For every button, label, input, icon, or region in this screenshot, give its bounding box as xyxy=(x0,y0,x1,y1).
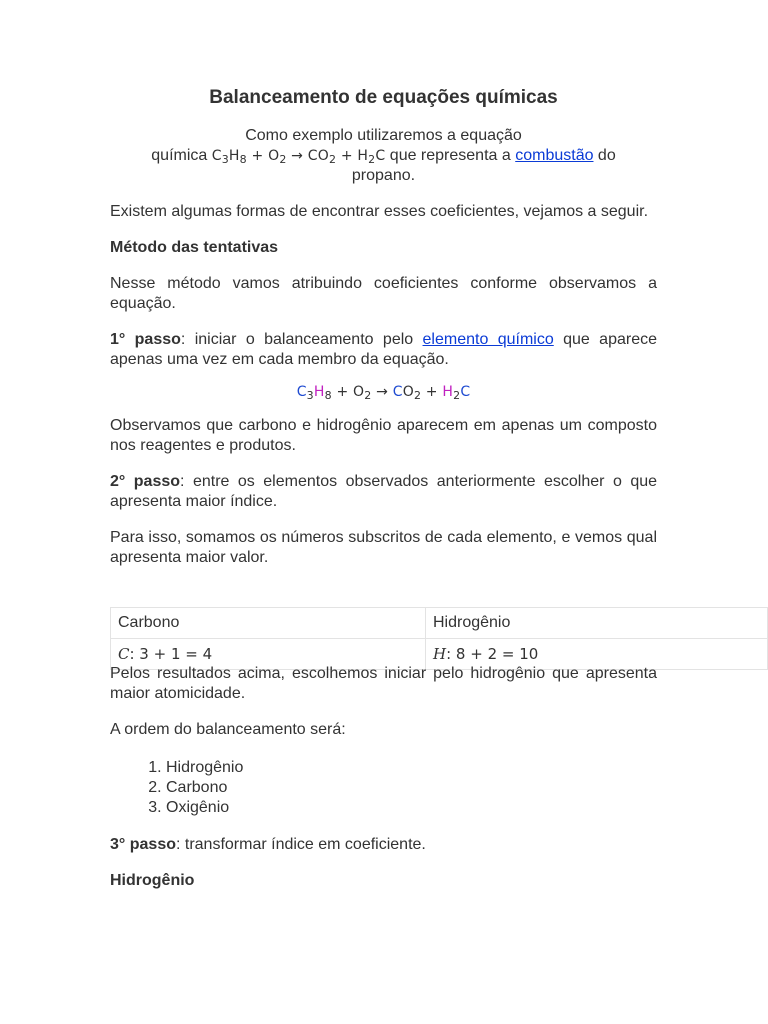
step-2-label: 2° passo xyxy=(110,473,181,490)
step-2: 2° passo: entre os elementos observados anteriormente escolher o que apresenta maior índice. xyxy=(110,473,658,510)
combustao-link[interactable]: combustão xyxy=(515,147,594,164)
table-header-hidrogenio: Hidrogênio xyxy=(426,608,768,639)
list-item: 2. Carbono xyxy=(166,778,657,798)
table-header-row xyxy=(111,608,768,639)
page-title: Balanceamento de equações químicas xyxy=(209,87,558,108)
colored-equation: $C_3H_8 + O_2 \to CO_2 + H_2C$ xyxy=(296,384,471,402)
heading-metodo: Método das tentativas xyxy=(110,239,279,256)
list-item: 3. Oxigênio xyxy=(166,798,657,818)
intro-line-3: propano. xyxy=(351,167,416,184)
intro-text: que representa a xyxy=(385,147,516,164)
intro-paragraph xyxy=(110,126,657,186)
intro-equation: $C_3H_8 + O_2 \to CO_2 + H_2C$ xyxy=(211,148,386,166)
paragraph-pelos-resultados: Pelos resultados acima, escolhemos iniciar pelo hidrogênio que apresenta maior atomicidade. xyxy=(110,665,657,702)
paragraph-nesse-metodo: Nesse método vamos atribuindo coeficientes conforme observamos a equação. xyxy=(110,275,657,312)
table-cell-hydrogen-sum: H: 8 + 2 = 10 xyxy=(426,639,768,670)
table-header-carbono: Carbono xyxy=(111,608,426,639)
paragraph-a-ordem: A ordem do balanceamento será: xyxy=(110,721,346,738)
list-item: 1. Hidrogênio xyxy=(166,758,657,778)
table-cell-carbon-sum: C: 3 + 1 = 4 xyxy=(111,639,426,670)
paragraph-para-isso: Para isso, somamos os números subscritos de cada elemento, e vemos qual apresenta maior valor. xyxy=(110,529,657,566)
intro-text-end: do xyxy=(593,147,616,164)
elemento-quimico-link[interactable]: elemento químico xyxy=(422,331,554,348)
intro-line-1: Como exemplo utilizaremos a equação xyxy=(245,127,522,144)
step-3: 3° passo: transformar índice em coeficiente. xyxy=(110,836,426,853)
atomicity-table xyxy=(110,607,768,670)
paragraph-observamos: Observamos que carbono e hidrogênio aparecem em apenas um composto nos reagentes e produtos. xyxy=(110,417,657,454)
paragraph-existem: Existem algumas formas de encontrar esses coeficientes, vejamos a seguir. xyxy=(110,203,649,220)
heading-hidrogenio: Hidrogênio xyxy=(110,872,195,889)
step-1: 1° passo: iniciar o balanceamento pelo elemento químico que aparece apenas uma vez em cada membro da equação. xyxy=(110,331,657,368)
article-body xyxy=(110,86,657,568)
order-list xyxy=(110,758,657,818)
step-1-label: 1° passo xyxy=(110,331,181,348)
step-3-label: 3° passo xyxy=(110,836,176,853)
intro-prefix: química xyxy=(151,147,212,164)
article-body-continued xyxy=(110,664,657,891)
